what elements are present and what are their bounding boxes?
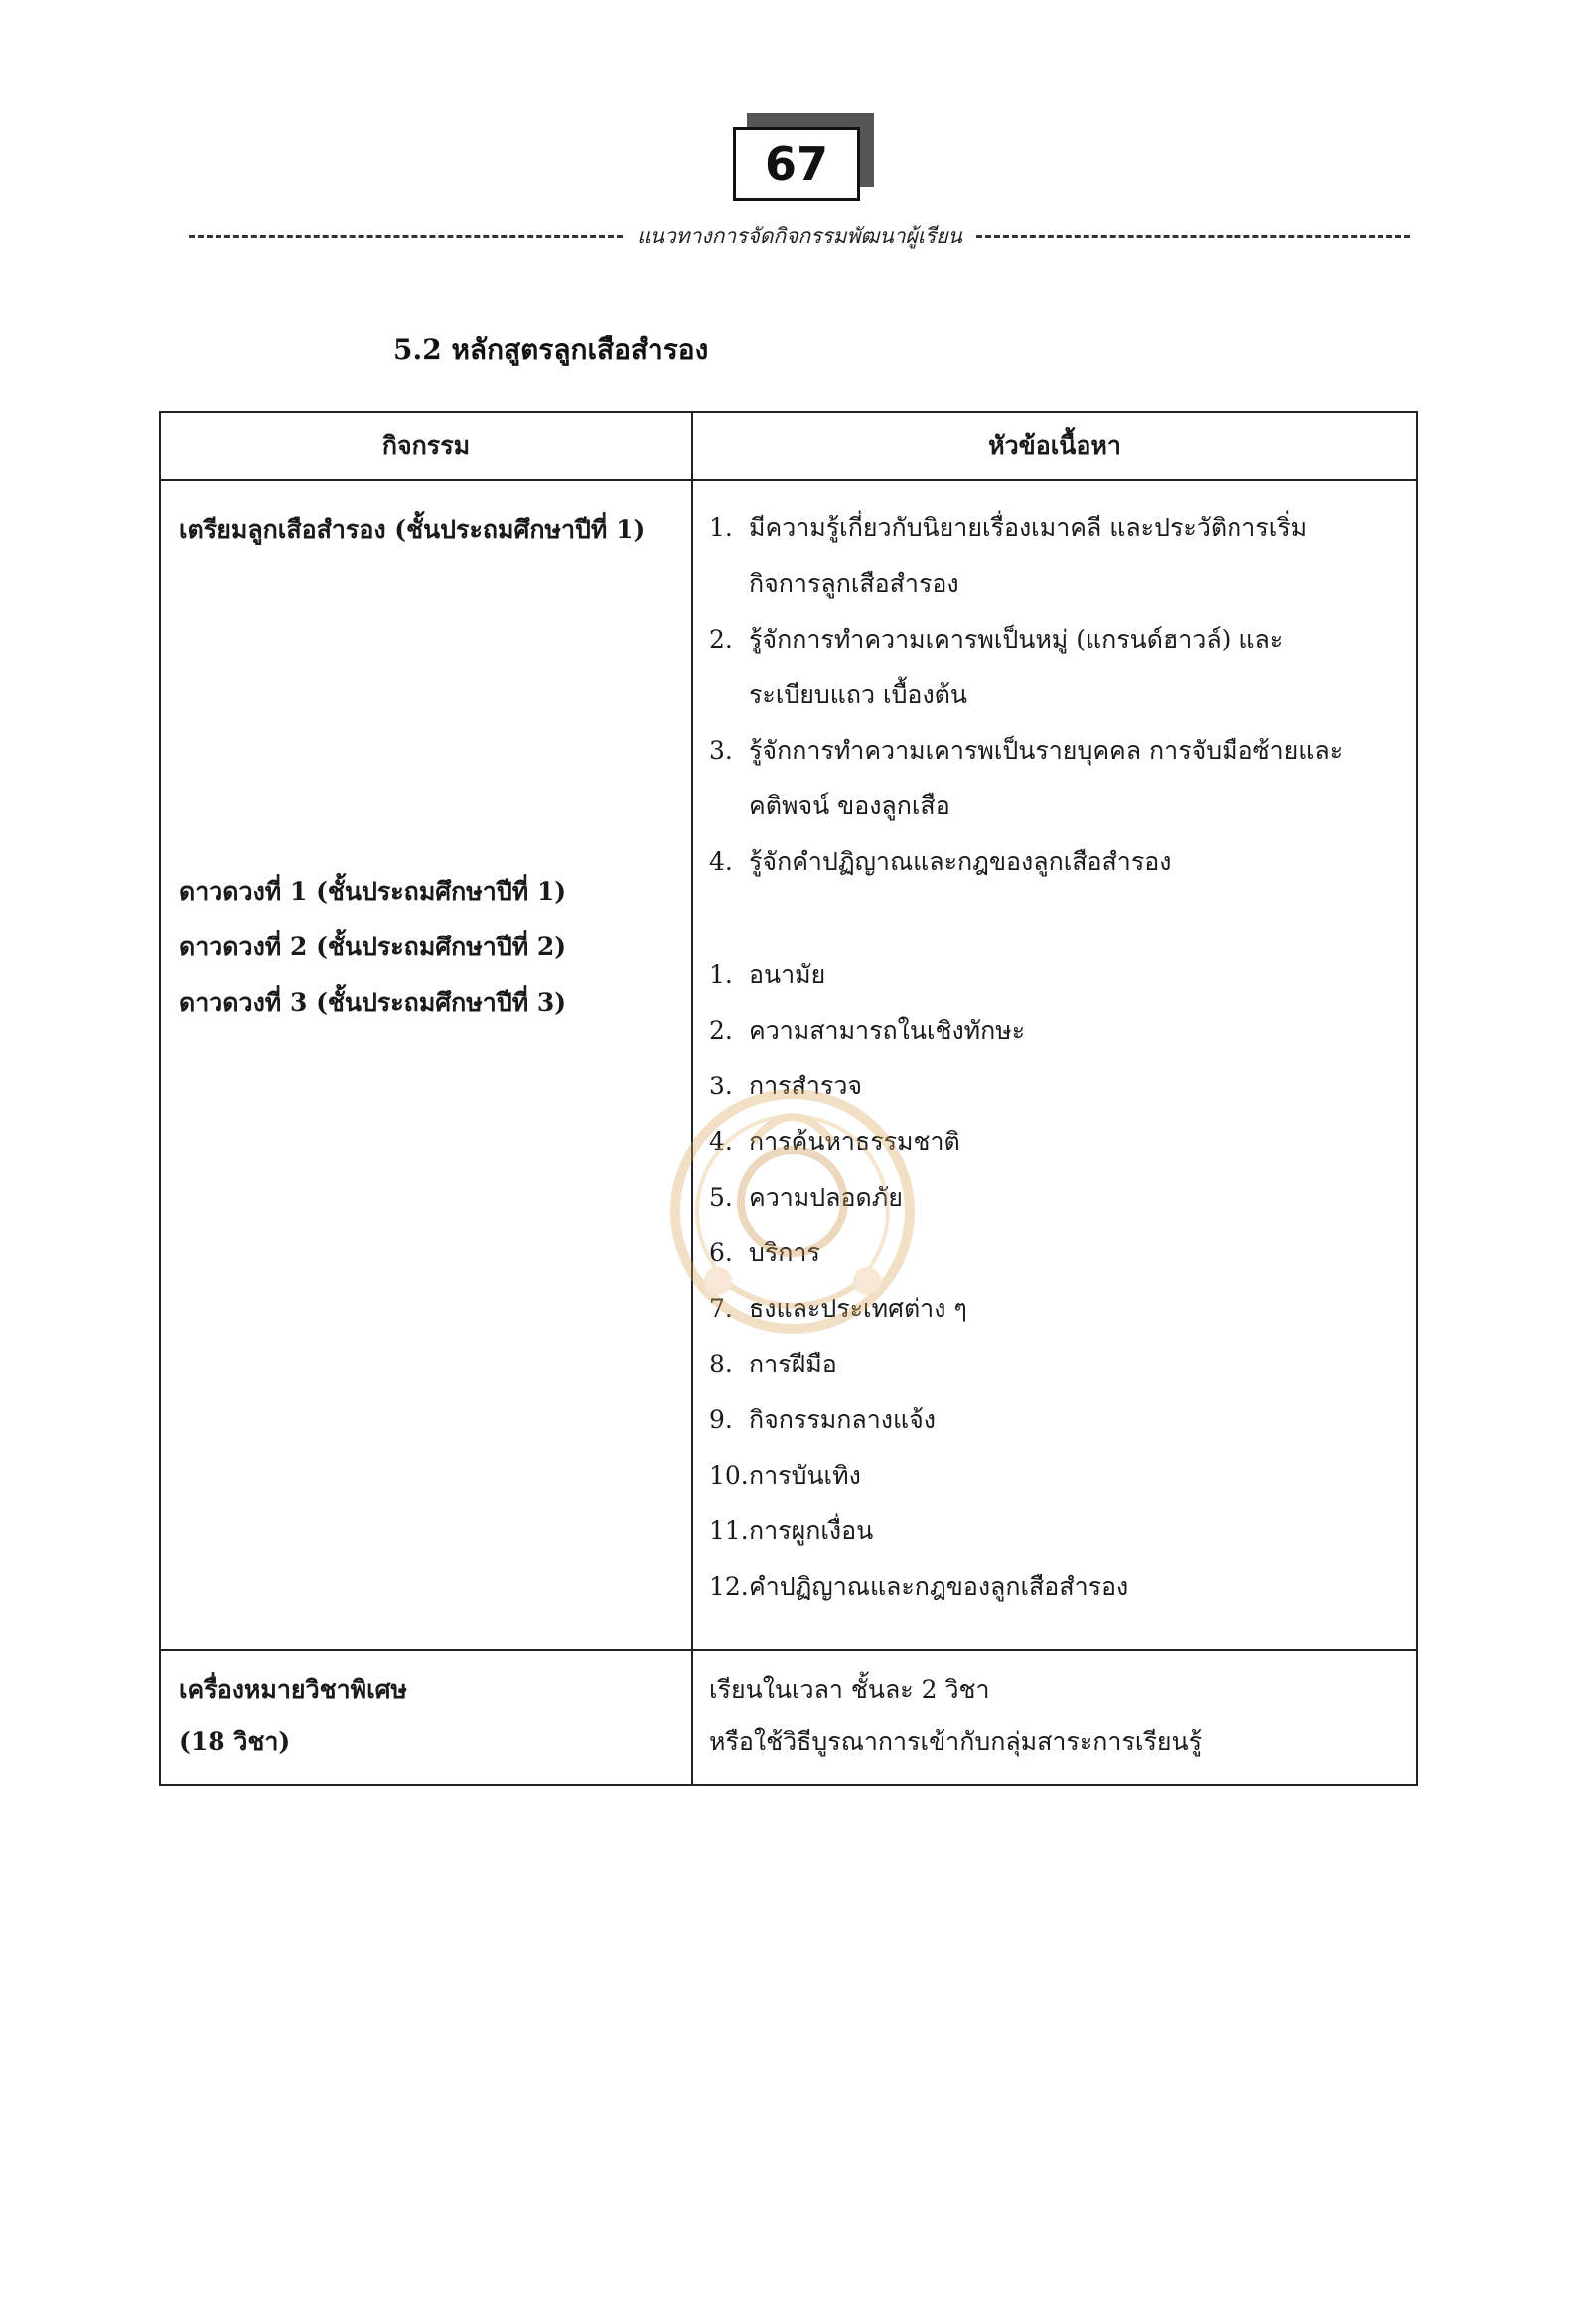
list-item: 9. กิจกรรมกลางแจ้ง <box>709 1405 936 1434</box>
list-item: 6. บริการ <box>709 1238 820 1267</box>
header-content: หัวข้อเนื้อหา <box>692 412 1417 480</box>
activity-star-3: ดาวดวงที่ 3 (ชั้นประถมศึกษาปีที่ 3) <box>179 988 567 1017</box>
list-item: 3. การสำรวจ <box>709 1072 863 1100</box>
list-item: 2. ความสามารถในเชิงทักษะ <box>709 1016 1026 1045</box>
badge-activity-line: (18 วิชา) <box>179 1727 291 1756</box>
list-item: 1. อนามัย <box>709 960 826 989</box>
content-cell <box>692 480 1417 1650</box>
table-row <box>160 1650 1417 1785</box>
list-item: 4. การค้นหาธรรมชาติ <box>709 1127 960 1156</box>
activity-cell <box>160 1650 692 1785</box>
prep-topic-list <box>709 501 1406 890</box>
list-item: 3. รู้จักการทำความเคารพเป็นรายบุคคล การจับมือซ้ายและ คติพจน์ ของลูกเสือ <box>709 736 1344 820</box>
list-item: 5. ความปลอดภัย <box>709 1183 903 1212</box>
badge-content-line: หรือใช้วิธีบูรณาการเข้ากับกลุ่มสาระการเรียนรู้ <box>709 1727 1203 1756</box>
list-item: 11. การผูกเงื่อน <box>709 1516 874 1545</box>
badge-content-line: เรียนในเวลา ชั้นละ 2 วิชา <box>709 1675 990 1704</box>
header-dash-left <box>189 235 623 238</box>
curriculum-table <box>159 411 1418 1786</box>
running-header <box>189 220 1410 253</box>
list-item: 7. ธงและประเทศต่าง ๆ <box>709 1294 967 1323</box>
activity-cell <box>160 480 692 1650</box>
list-item: 12. คำปฏิญาณและกฎของลูกเสือสำรอง <box>709 1572 1129 1601</box>
page-number: 67 <box>733 127 860 201</box>
star-topic-list <box>709 947 1406 1615</box>
activity-star-2: ดาวดวงที่ 2 (ชั้นประถมศึกษาปีที่ 2) <box>179 933 567 961</box>
content-cell <box>692 1650 1417 1785</box>
list-item: 4. รู้จักคำปฏิญาณและกฎของลูกเสือสำรอง <box>709 847 1172 876</box>
list-item: 10. การบันเทิง <box>709 1461 861 1490</box>
section-title: 5.2 หลักสูตรลูกเสือสำรอง <box>393 333 709 365</box>
badge-activity-line: เครื่องหมายวิชาพิเศษ <box>179 1675 407 1704</box>
table-header-row <box>160 412 1417 480</box>
activity-prep: เตรียมลูกเสือสำรอง (ชั้นประถมศึกษาปีที่ 1) <box>179 515 646 544</box>
activity-star-1: ดาวดวงที่ 1 (ชั้นประถมศึกษาปีที่ 1) <box>179 877 567 906</box>
list-item: 8. การฝีมือ <box>709 1350 837 1378</box>
header-caption: แนวทางการจัดกิจกรรมพัฒนาผู้เรียน <box>637 224 962 248</box>
header-activity: กิจกรรม <box>160 412 692 480</box>
table-row <box>160 480 1417 1650</box>
list-item: 2. รู้จักการทำความเคารพเป็นหมู่ (แกรนด์ฮาวล์) และ ระเบียบแถว เบื้องต้น <box>709 625 1284 709</box>
header-dash-right <box>976 235 1410 238</box>
list-item: 1. มีความรู้เกี่ยวกับนิยายเรื่องเมาคลี และประวัติการเริ่ม กิจการลูกเสือสำรอง <box>709 513 1308 598</box>
